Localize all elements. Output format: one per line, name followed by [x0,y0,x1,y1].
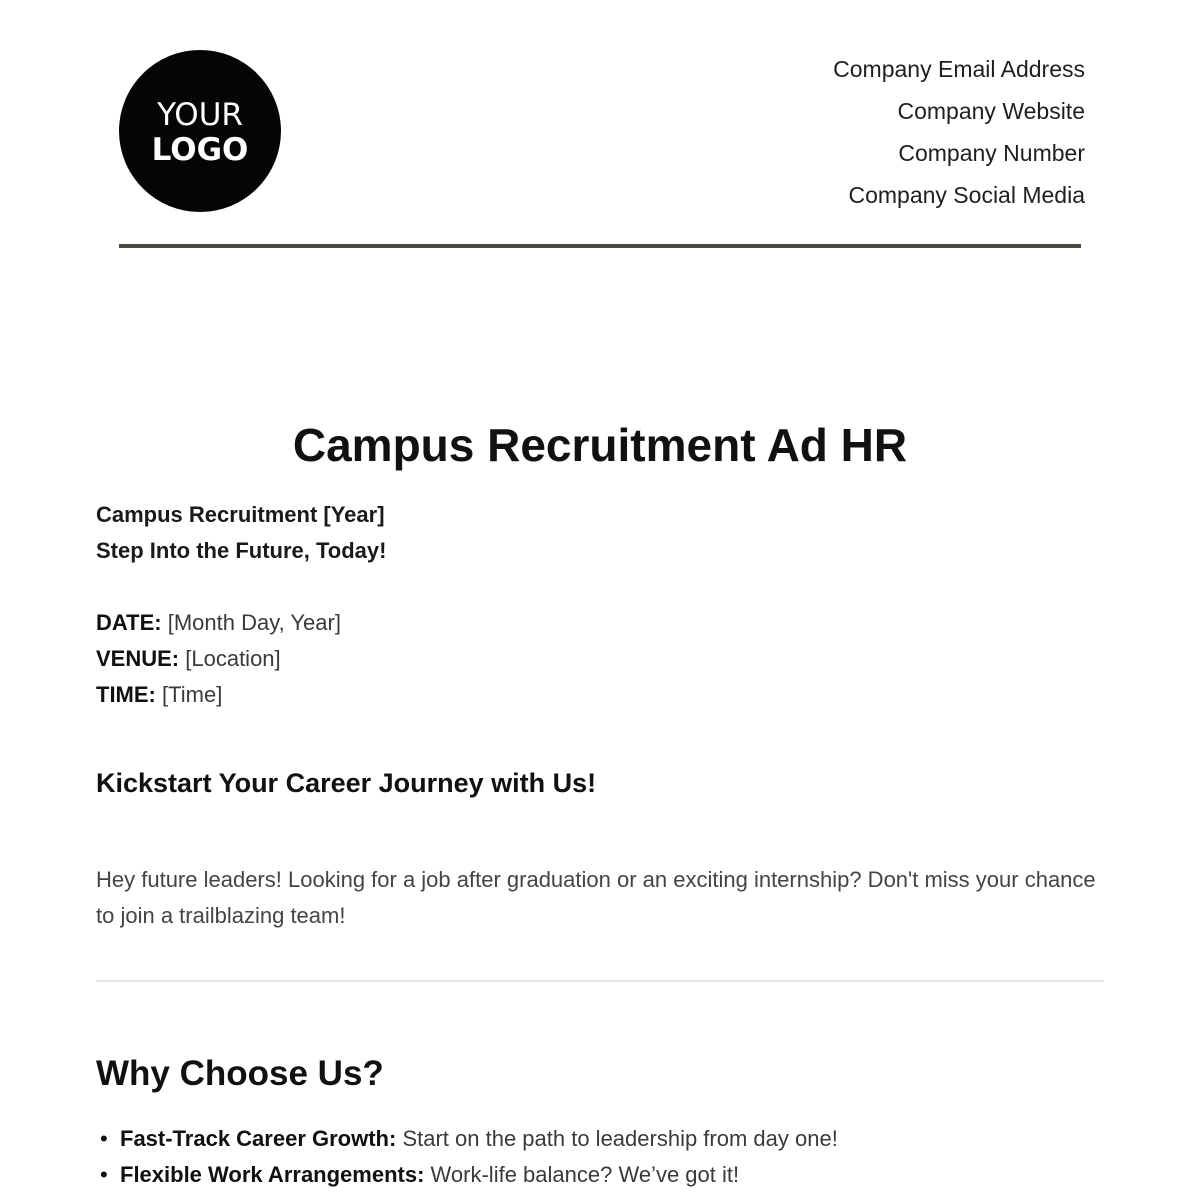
detail-date-value: [Month Day, Year] [167,610,341,635]
list-item [100,1158,838,1194]
detail-time-label: TIME: [96,682,156,707]
subtitle-tagline: Step Into the Future, Today! [96,538,387,563]
detail-date [96,610,341,636]
benefit-label: Fast-Track Career Growth: [120,1126,397,1151]
company-website: Company Website [897,98,1085,124]
company-logo [119,50,281,212]
header-divider [119,244,1081,248]
detail-venue-value: [Location] [185,646,281,671]
document-title: Campus Recruitment Ad HR [292,419,908,471]
section-heading-kickstart: Kickstart Your Career Journey with Us! [96,768,597,798]
section-divider [96,980,1104,982]
section-heading-why-choose-us: Why Choose Us? [96,1054,384,1093]
benefit-text: Work-life balance? We’ve got it! [430,1162,740,1187]
bullet-icon: • [100,1126,108,1151]
benefit-label: Flexible Work Arrangements: [120,1162,425,1187]
detail-venue-label: VENUE: [96,646,180,671]
detail-date-label: DATE: [96,610,162,635]
detail-venue [96,646,281,672]
logo-text-logo: LOGO [151,132,249,168]
company-contact-block [833,55,1085,223]
company-number: Company Number [898,140,1085,166]
subtitle-recruitment-year: Campus Recruitment [Year] [96,502,385,527]
logo-text-your: YOUR [157,97,243,133]
company-social-media: Company Social Media [848,182,1085,208]
list-item [100,1122,838,1158]
company-email: Company Email Address [833,56,1085,82]
benefits-list [100,1122,838,1194]
detail-time-value: [Time] [162,682,223,707]
intro-paragraph: Hey future leaders! Looking for a job after graduation or an exciting internship? Don't miss your chance to join a trailblazing team! [96,867,1096,928]
bullet-icon: • [100,1162,108,1187]
detail-time [96,682,222,708]
benefit-text: Start on the path to leadership from day one! [402,1126,838,1151]
